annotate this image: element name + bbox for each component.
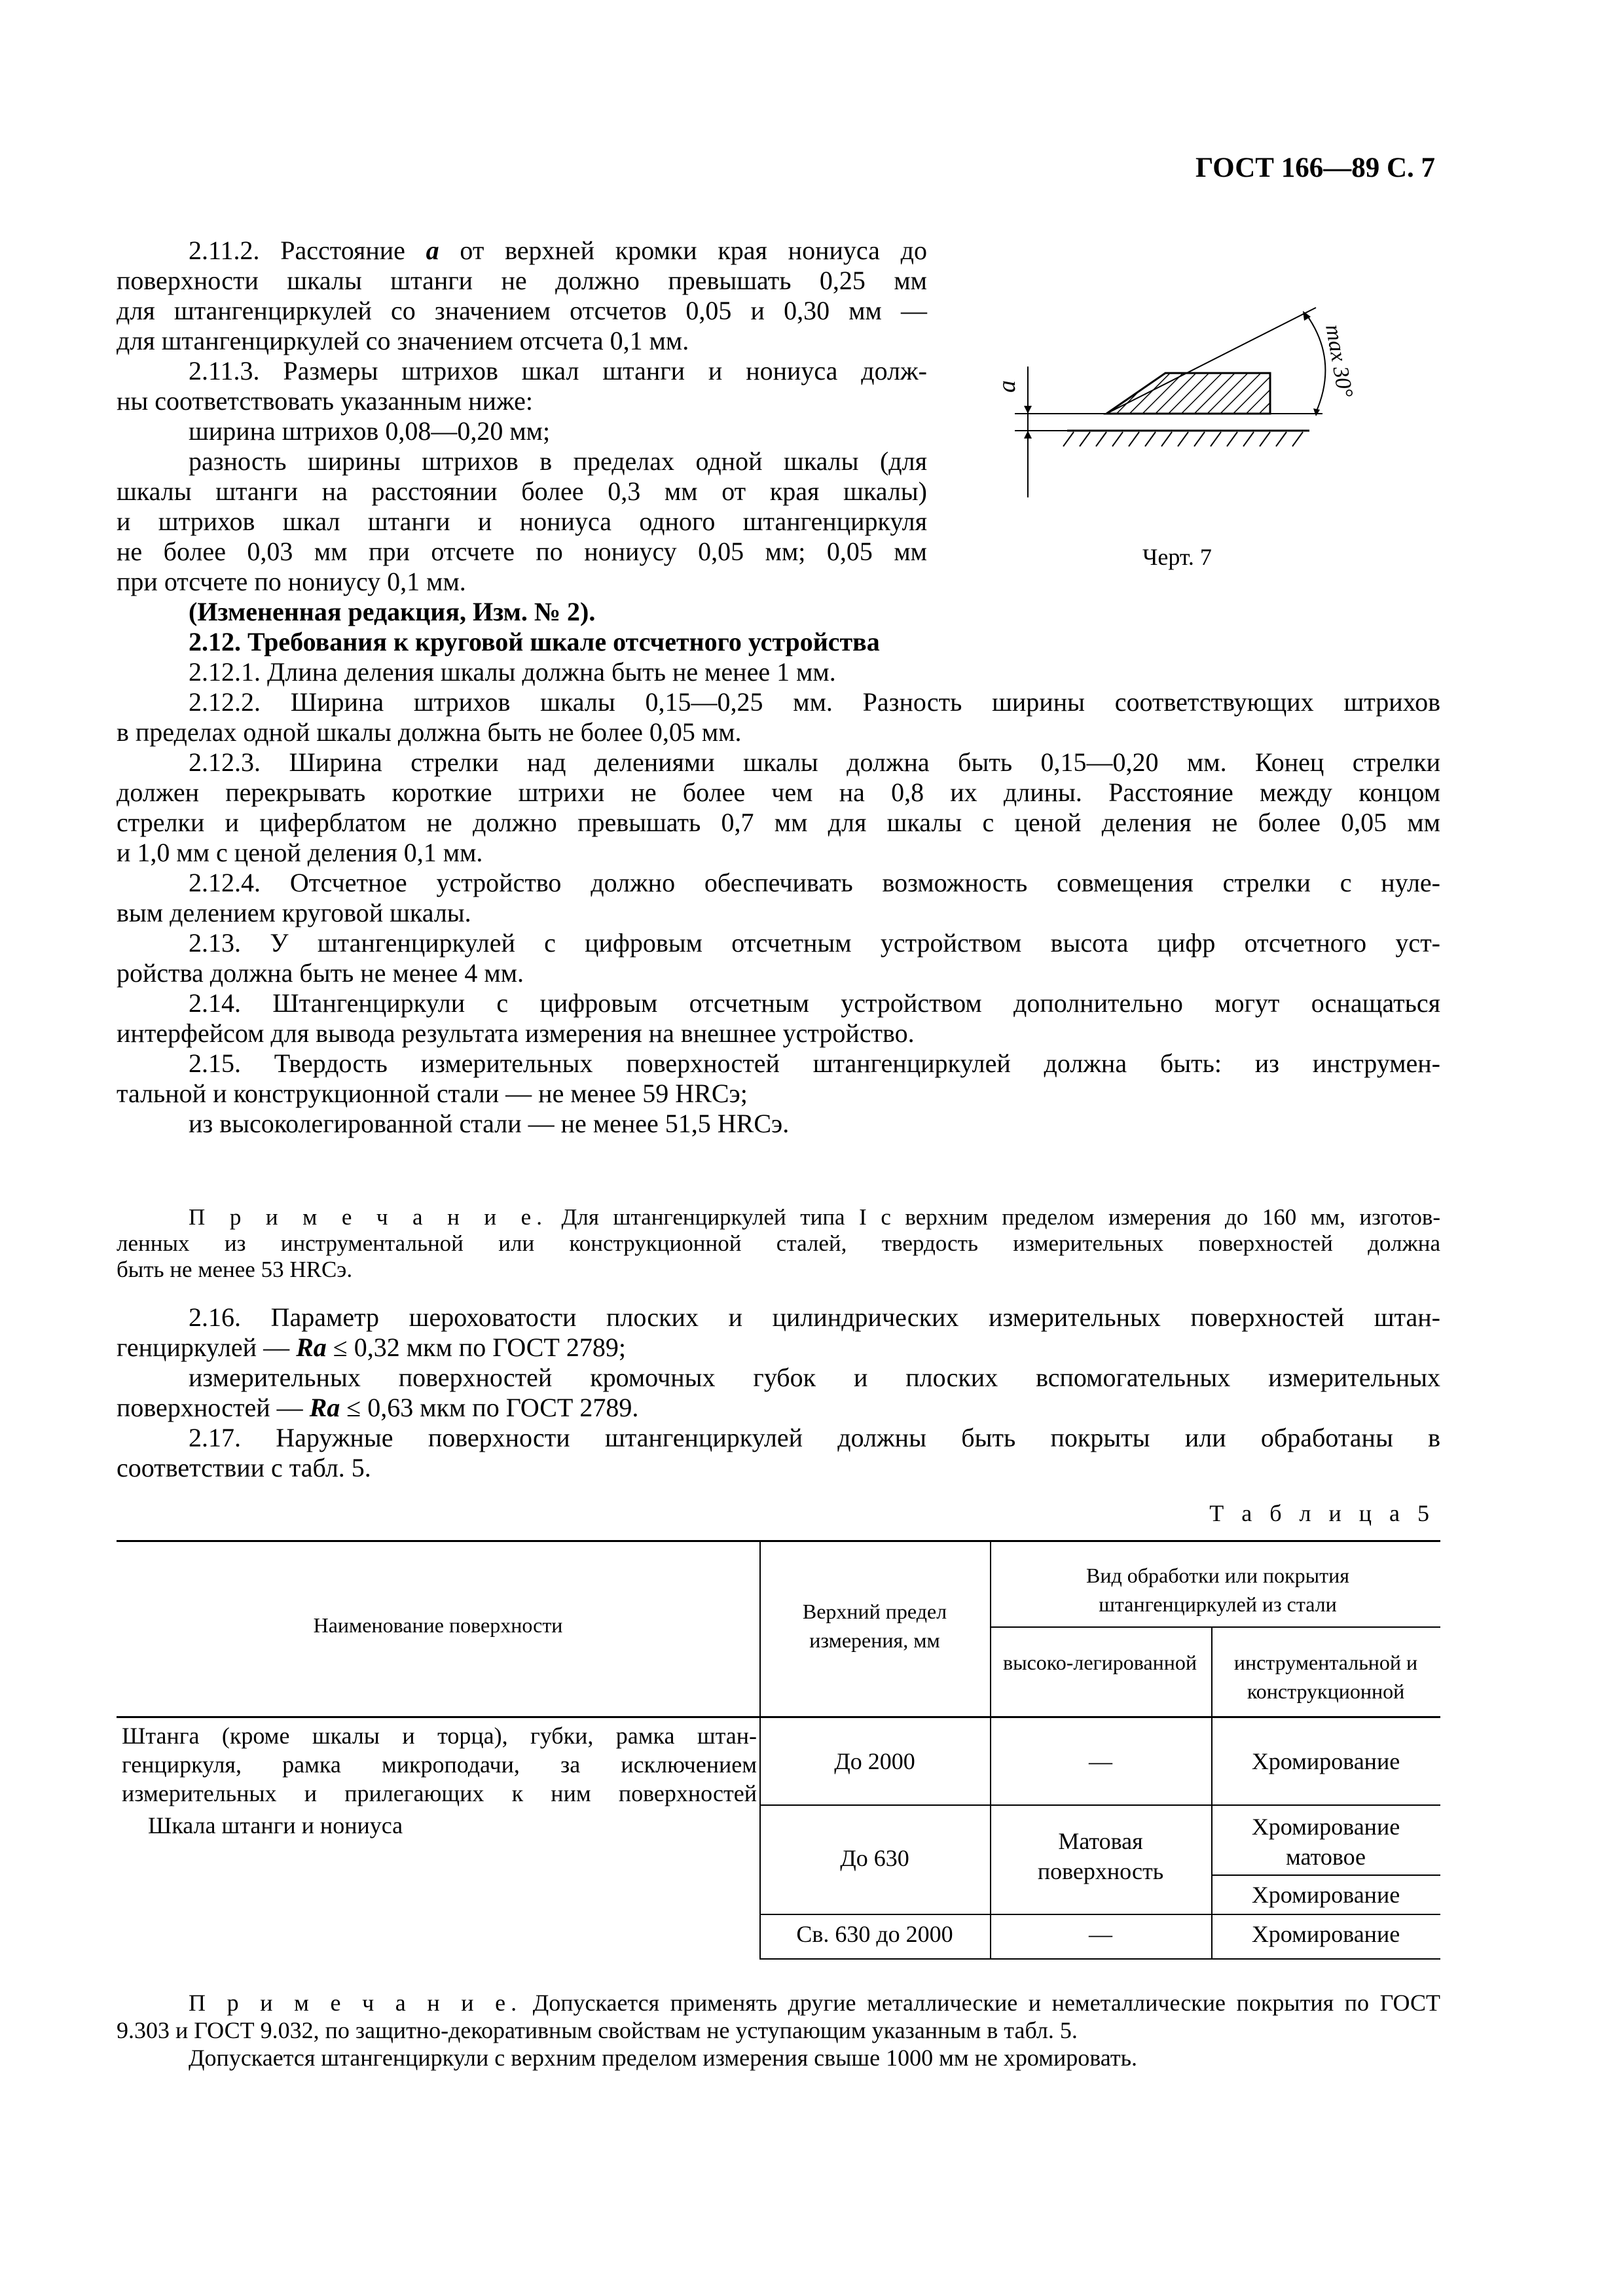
- text-line: в пределах одной шкалы должна быть не более 0,05 мм.: [117, 717, 742, 747]
- running-title: ГОСТ 166—89 С. 7: [1195, 152, 1435, 183]
- text-line: тальной и конструкционной стали — не менее 59 HRCэ;: [117, 1079, 748, 1108]
- row3-high-alloy: —: [1089, 1921, 1112, 1947]
- note-1-line: быть не менее 53 HRCэ.: [117, 1257, 353, 1282]
- text-line: шкалы штанги на расстоянии более 0,3 мм от края шкалы): [117, 476, 927, 506]
- row1-surface: Штанга (кроме шкалы и торца), губки, рамка штан- генциркуля, рамка микроподачи, за исключением измерительных и прилегающих к ним поверхностей: [122, 1723, 757, 1806]
- text-line: соответствии с табл. 5.: [117, 1453, 371, 1482]
- header-limit: Верхний предел измерения, мм: [802, 1600, 947, 1652]
- row3-limit: Св. 630 до 2000: [796, 1921, 953, 1947]
- text-line: и 1,0 мм с ценой деления 0,1 мм.: [117, 838, 483, 867]
- text-line: 2.12.4. Отсчетное устройство должно обеспечивать возможность совмещения стрелки с нуле-: [189, 868, 1440, 897]
- text-line: должен перекрывать короткие штрихи не более чем на 0,8 их длины. Расстояние между концом: [117, 778, 1440, 807]
- text-line: не более 0,03 мм при отсчете по нониусу 0,05 мм; 0,05 мм: [117, 537, 927, 566]
- text-line: 2.12.1. Длина деления шкалы должна быть не менее 1 мм.: [189, 657, 836, 687]
- text-line: для штангенциркулей со значением отсчетов 0,05 и 0,30 мм —: [117, 296, 927, 325]
- figure-7-diagram: [993, 288, 1375, 524]
- text-line: вым делением круговой шкалы.: [117, 898, 471, 927]
- figure-caption: Черт. 7: [1142, 544, 1212, 570]
- row2-tool-a: Хромирование матовое: [1251, 1814, 1400, 1870]
- text-line: поверхностей — Ra ≤ 0,63 мкм по ГОСТ 2789.: [117, 1393, 639, 1422]
- text-line: при отсчете по нониусу 0,1 мм.: [117, 567, 466, 596]
- text-line: и штрихов шкал штанги и нониуса одного штангенциркуля: [117, 507, 927, 536]
- text-line: из высоколегированной стали — не менее 51,5 HRCэ.: [189, 1109, 790, 1138]
- text-line: генциркулей — Ra ≤ 0,32 мкм по ГОСТ 2789;: [117, 1333, 626, 1362]
- text-line: разность ширины штрихов в пределах одной шкалы (для: [189, 446, 927, 476]
- angle-label: max 30°: [1321, 322, 1358, 400]
- text-line: 2.11.3. Размеры штрихов шкал штанги и нониуса долж-: [189, 356, 927, 386]
- row1-high-alloy: —: [1089, 1748, 1112, 1774]
- note-1-line: ленных из инструментальной или конструкционной сталей, твердость измерительных поверхностей должна: [117, 1230, 1440, 1256]
- row2-surface: Шкала штанги и нониуса: [148, 1812, 403, 1839]
- row1-tool: Хромирование: [1251, 1748, 1400, 1774]
- row2-high-alloy: Матовая поверхность: [1037, 1828, 1164, 1884]
- text-line: для штангенциркулей со значением отсчета 0,1 мм.: [117, 326, 689, 355]
- row2-limit: До 630: [840, 1845, 909, 1871]
- text-line: 2.12. Требования к круговой шкале отсчетного устройства: [189, 627, 880, 656]
- note-2-line: Допускается штангенциркули с верхним пределом измерения свыше 1000 мм не хромировать.: [189, 2045, 1137, 2071]
- text-line: стрелки и циферблатом не должно превышать 0,7 мм для шкалы с ценой деления не более 0,05 мм: [117, 808, 1440, 837]
- row1-limit: До 2000: [834, 1748, 915, 1774]
- row3-tool: Хромирование: [1251, 1921, 1400, 1947]
- note-1-line: П р и м е ч а н и е. Для штангенциркулей типа I с верхним пределом измерения до 160 мм, изготов-: [189, 1204, 1441, 1230]
- text-line: 2.12.2. Ширина штрихов шкалы 0,15—0,25 мм. Разность ширины соответствующих штрихов: [189, 687, 1440, 717]
- header-tool: инструментальной и конструкционной: [1233, 1651, 1418, 1703]
- text-line: 2.14. Штангенциркули с цифровым отсчетным устройством дополнительно могут оснащаться: [189, 988, 1440, 1018]
- text-line: 2.13. У штангенциркулей с цифровым отсчетным устройством высота цифр отсчетного уст-: [189, 928, 1440, 958]
- text-line: 2.11.2. Расстояние a от верхней кромки края нониуса до: [189, 236, 927, 265]
- text-line: (Измененная редакция, Изм. № 2).: [189, 597, 596, 626]
- text-line: измерительных поверхностей кромочных губок и плоских вспомогательных измерительных: [189, 1363, 1440, 1392]
- text-line: 2.12.3. Ширина стрелки над делениями шкалы должна быть 0,15—0,20 мм. Конец стрелки: [189, 747, 1440, 777]
- text-line: интерфейсом для вывода результата измерения на внешнее устройство.: [117, 1018, 915, 1048]
- table-title: Т а б л и ц а 5: [1209, 1500, 1435, 1526]
- note-2-line: 9.303 и ГОСТ 9.032, по защитно-декоративным свойствам не уступающим указанным в табл. 5.: [117, 2017, 1078, 2043]
- text-line: ширина штрихов 0,08—0,20 мм;: [189, 416, 551, 446]
- text-line: ны соответствовать указанным ниже:: [117, 386, 533, 416]
- header-high-alloy: высоко-легированной: [1002, 1651, 1197, 1674]
- text-line: 2.16. Параметр шероховатости плоских и цилиндрических измерительных поверхностей штан-: [189, 1302, 1440, 1332]
- header-surface: Наименование поверхности: [313, 1613, 563, 1637]
- dimension-label-a: a: [993, 380, 1021, 393]
- text-line: 2.17. Наружные поверхности штангенциркулей должны быть покрыты или обработаны в: [189, 1423, 1440, 1452]
- text-line: 2.15. Твердость измерительных поверхностей штангенциркулей должна быть: из инструмен-: [189, 1049, 1440, 1078]
- note-2-line: П р и м е ч а н и е. Допускается применять другие металлические и неметаллические покрытия по ГОСТ: [189, 1990, 1440, 2016]
- text-line: поверхности шкалы штанги не должно превышать 0,25 мм: [117, 266, 927, 295]
- header-treatment: Вид обработки или покрытия штангенциркулей из стали: [1086, 1564, 1349, 1616]
- row2-tool-b: Хромирование: [1251, 1882, 1400, 1908]
- text-line: ройства должна быть не менее 4 мм.: [117, 958, 524, 988]
